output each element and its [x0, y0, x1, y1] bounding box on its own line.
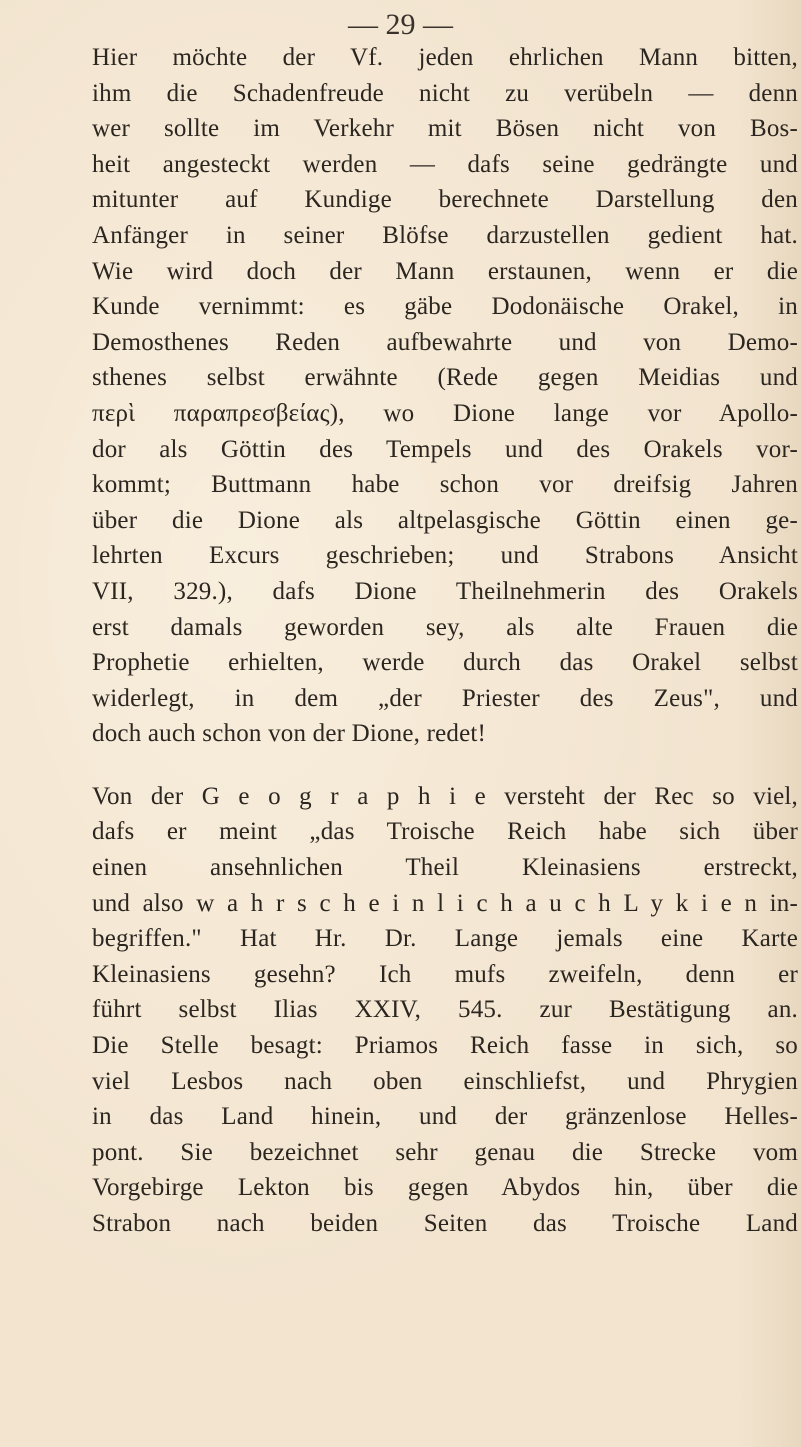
text-line: Prophetie erhielten, werde durch das Orakel selbst — [92, 649, 798, 677]
text-line: Demosthenes Reden aufbewahrte und von Demo- — [92, 328, 798, 356]
text-line: Wie wird doch der Mann erstaunen, wenn er die — [92, 257, 798, 285]
body-text — [92, 40, 798, 1242]
text-line: Anfänger in seiner Blöfse darzustellen gedient hat. — [92, 221, 798, 249]
text-line: Von der G e o g r a p h i e versteht der Rec so viel, — [92, 782, 798, 810]
text-line: Kunde vernimmt: es gäbe Dodonäische Orakel, in — [92, 293, 798, 321]
text-line: lehrten Excurs geschrieben; und Strabons Ansicht — [92, 542, 798, 570]
text-line: widerlegt, in dem „der Priester des Zeus", und — [92, 684, 798, 712]
text-line: dafs er meint „das Troische Reich habe sich über — [92, 818, 798, 846]
text-line: kommt; Buttmann habe schon vor dreifsig Jahren — [92, 471, 798, 499]
text-line: Kleinasiens gesehn? Ich mufs zweifeln, denn er — [92, 960, 798, 988]
paragraph-gap — [92, 752, 798, 779]
text-line: einen ansehnlichen Theil Kleinasiens erstreckt, — [92, 854, 798, 882]
text-line: doch auch schon von der Dione, redet! — [92, 720, 487, 748]
page-number: — 29 — — [348, 8, 453, 41]
text-line: begriffen." Hat Hr. Dr. Lange jemals eine Karte — [92, 925, 798, 953]
text-line: Hier möchte der Vf. jeden ehrlichen Mann bitten, — [92, 44, 798, 71]
text-line: über die Dione als altpelasgische Göttin einen ge- — [92, 506, 798, 534]
text-line: erst damals geworden sey, als alte Frauen die — [92, 613, 798, 641]
text-line: wer sollte im Verkehr mit Bösen nicht von Bos- — [92, 115, 798, 143]
text-line: ihm die Schadenfreude nicht zu verübeln — denn — [92, 79, 798, 107]
text-line: VII, 329.), dafs Dione Theilnehmerin des Orakels — [92, 577, 798, 605]
text-line: mitunter auf Kundige berechnete Darstellung den — [92, 186, 798, 214]
text-line: in das Land hinein, und der gränzenlose Helles- — [92, 1103, 798, 1131]
text-line: und also w a h r s c h e i n l i c h a u c h L y k i e n in- — [92, 889, 798, 917]
text-line: sthenes selbst erwähnte (Rede gegen Meidias und — [92, 364, 798, 392]
paragraph — [92, 779, 798, 1242]
text-line: Strabon nach beiden Seiten das Troische Land — [92, 1210, 798, 1237]
text-line: führt selbst Ilias XXIV, 545. zur Bestätigung an. — [92, 996, 798, 1024]
text-line: περὶ παραπρεσβείας), wo Dione lange vor Apollo- — [92, 399, 798, 427]
text-line: dor als Göttin des Tempels und des Orakels vor- — [92, 435, 798, 463]
text-line: Vorgebirge Lekton bis gegen Abydos hin, über die — [92, 1174, 798, 1202]
text-line: viel Lesbos nach oben einschliefst, und Phrygien — [92, 1067, 798, 1095]
text-line: pont. Sie bezeichnet sehr genau die Strecke vom — [92, 1138, 798, 1166]
text-line: Die Stelle besagt: Priamos Reich fasse in sich, so — [92, 1032, 798, 1060]
paragraph — [92, 40, 798, 752]
text-line: heit angesteckt werden — dafs seine gedrängte und — [92, 150, 798, 178]
